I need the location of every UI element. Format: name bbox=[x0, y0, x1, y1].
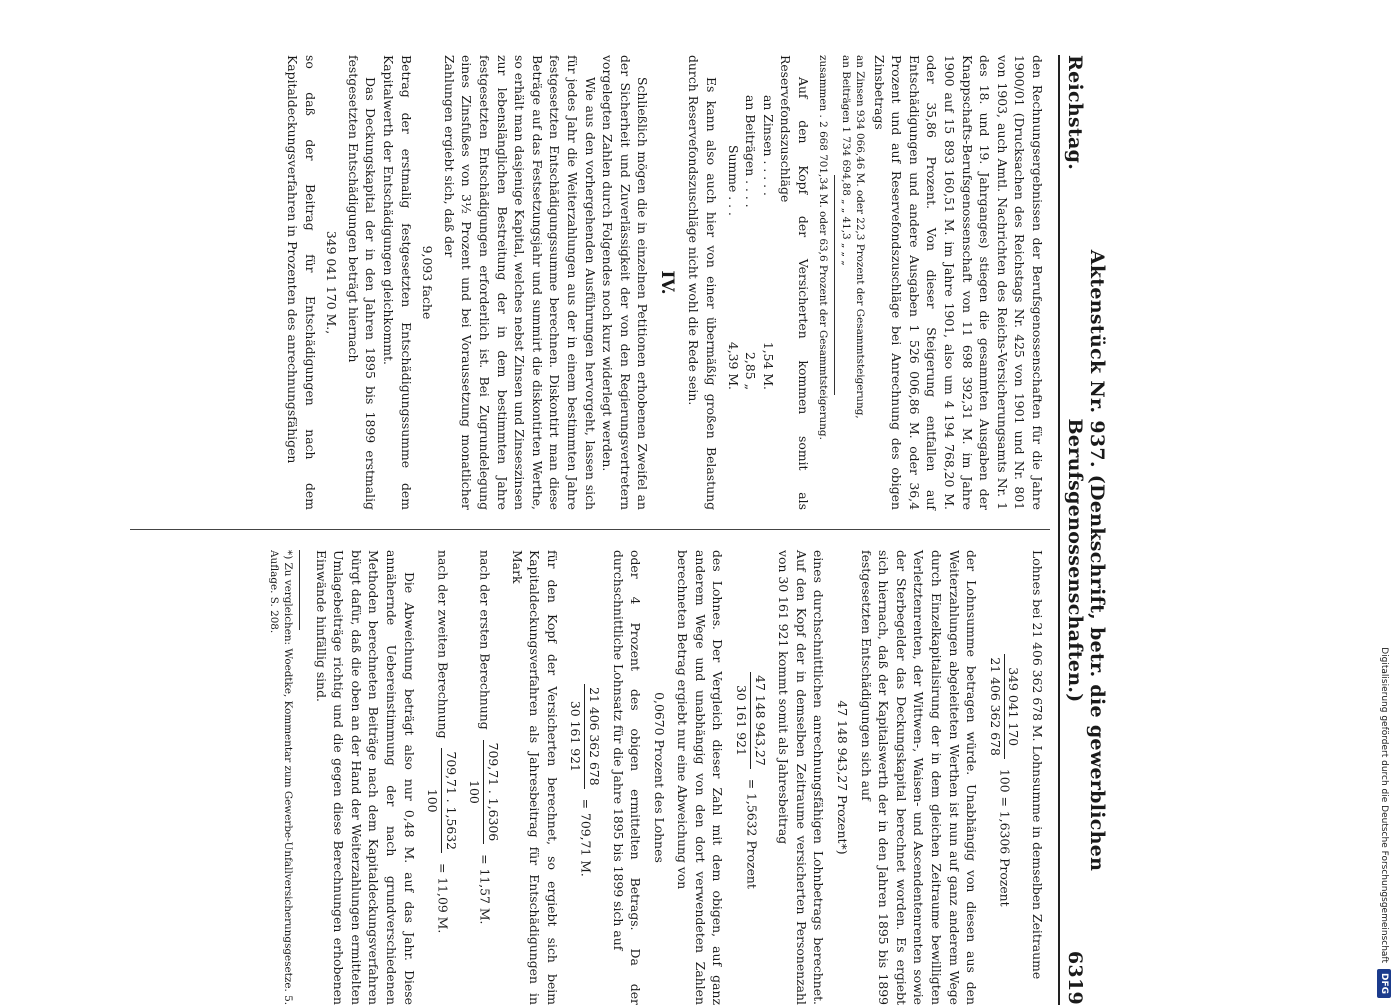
summe-row bbox=[724, 55, 742, 510]
denominator: 100 bbox=[425, 788, 441, 813]
column-divider bbox=[130, 529, 1050, 530]
paragraph: Auf den Kopf der Versicherten kommen somit als Reservefondszuschläge bbox=[778, 55, 812, 510]
amount: 349 041 170 M., bbox=[324, 230, 340, 335]
denominator: 100 bbox=[467, 780, 483, 804]
row-label: Summe . . . bbox=[725, 145, 741, 216]
formula-result: = 11,09 M. bbox=[435, 862, 451, 934]
paragraph: Das Deckungskapital der in den Jahren 1895 bis 1899 erstmalig festgesetzten Entschädigungen beträgt hiernach bbox=[345, 55, 379, 510]
page-number: 6319 bbox=[1064, 950, 1086, 1005]
right-column bbox=[20, 550, 1046, 1005]
footnote-rule bbox=[299, 550, 300, 630]
numerator: 709,71 . 1,5632 bbox=[441, 748, 460, 853]
fraction bbox=[424, 748, 460, 853]
formula: 47 148 943,27 Prozent*) bbox=[835, 700, 851, 855]
small-row: an Zinsen 934 066,46 M. oder 22,3 Prozent der Gesammtsteigerung, bbox=[854, 55, 867, 419]
numerator: 349 041 170 bbox=[1004, 654, 1023, 759]
row-value: 1,54 M. bbox=[760, 341, 776, 390]
formula-result: 100 = 1,6306 Prozent bbox=[997, 768, 1013, 907]
credit-text: Digitalisierung gefördert durch die Deutsche Forschungsgemeinschaft bbox=[1379, 647, 1389, 963]
paragraph: des Lohnes. Der Vergleich dieser Zahl mit dem obigen, auf ganz anderem Wege und unabhängig von den dort verwendeten Zahlen berechneten Betrag ergiebt nur eine Abweichung von bbox=[675, 550, 726, 1005]
section-heading: IV. bbox=[656, 270, 677, 295]
denominator: 30 161 921 bbox=[734, 684, 750, 756]
fraction bbox=[567, 684, 603, 789]
rotated-document-page bbox=[20, 55, 1108, 1005]
paragraph: so daß der Beitrag für Entschädigungen nach dem Kapitaldeckungsverfahren in Prozenten des anrechnungsfähigen bbox=[285, 55, 318, 510]
formula bbox=[567, 550, 603, 1005]
numerator: 709,71 . 1,6306 bbox=[483, 740, 502, 845]
row-value: 4,39 M. bbox=[725, 341, 741, 390]
formula: 0,0670 Prozent des Lohnes bbox=[651, 692, 667, 863]
paragraph: Die Abweichung beträgt also nur 0,48 M. auf das Jahr. Diese annähernde Uebereinstimmung der nach grundverschiedenen Methoden berechneten Beiträge nach dem Kapitaldeckungsverfahren bürgt dafür, daß die oben an der Hand der Weiterzahlungen ermittelten Umlagebeiträge richtig und die gegen diese Berechnungen erhobenen Einwände hinfällig sind. bbox=[313, 550, 417, 1005]
left-column bbox=[20, 55, 1046, 510]
beitraege-row bbox=[742, 55, 760, 510]
digitization-credit bbox=[1375, 8, 1393, 998]
formula-result: = 709,71 M. bbox=[578, 798, 594, 877]
paragraph: eines durchschnittlichen anrechnungsfähigen Lohnbetrags berechnet. Auf den Kopf der in demselben Zeitraume versicherten Personenzahl von 30 161 921 kommt somit als Jahresbeitrag bbox=[776, 550, 827, 1005]
formula-result: = 1,5632 Prozent bbox=[744, 778, 760, 889]
formula-label: nach der ersten Berechnung bbox=[477, 550, 493, 730]
row-value: 2,85 „ bbox=[743, 352, 759, 390]
paragraph: Schließlich mögen die in einzelnen Petitionen erhobenen Zweifel an der Sicherheit und Zuverlässigkeit der von den Regierungsvertretern vorgelegten Zahlen durch Folgendes noch kurz widerlegt werden. bbox=[600, 55, 651, 510]
paragraph: für den Kopf der Versicherten berechnet, so ergiebt sich beim Kapitaldeckungsverfahren als Jahresbeitrag für Entschädigungen in Mark bbox=[509, 550, 560, 1005]
numerator: 21 406 362 678 bbox=[584, 684, 603, 789]
footnote: *) Zu vergleichen: Woedtke, Kommentar zum Gewerbe-Unfallversicherungsgesetze. 5. Auflage. S. 208. bbox=[268, 550, 295, 1005]
formula bbox=[424, 550, 460, 1005]
fraction bbox=[986, 654, 1022, 759]
denominator: 21 406 362 678 bbox=[987, 657, 1003, 756]
paragraph: oder 4 Prozent des obigen ermittelten Betrags. Da der durchschnittliche Lohnsatz für die Jahre 1895 bis 1899 sich auf bbox=[610, 550, 644, 1005]
formula-result: = 11,57 M. bbox=[477, 854, 493, 925]
header-left: Reichstag. bbox=[1064, 55, 1086, 171]
paragraph: der Lohnsumme betragen würde. Unabhängig von diesen aus den Weiterzahlungen abgeleiteten Werthen ist nun auf ganz anderem Wege durch Einzelkapitalisirung der in dem gleichen Zeitraume bewilligten Verletztenrenten, der Wittwen-, Waisen- und Ascendentenrenten sowie der Sterbegelder das Deckungskapital berechnet worden. Es ergiebt sich hiernach, daß der Kapitalswerth der in den Jahren 1895 bis 1899 festgesetzten Entschädigungen sich auf bbox=[858, 550, 980, 1005]
formula bbox=[466, 550, 502, 1005]
paragraph: Betrag der erstmalig festgesetzten Entschädigungssumme dem Kapitalwerth der Entschädigungen gleichkommt. bbox=[381, 55, 414, 510]
formula bbox=[986, 550, 1022, 1005]
page-header bbox=[1058, 55, 1108, 1005]
small-sum: zusammen . 2 668 701,34 M. oder 63,6 Prozent der Gesammtsteigerung. bbox=[817, 55, 830, 440]
small-row: an Beiträgen 1 734 694,88 „ „ 41,3 „ „ „ bbox=[840, 55, 853, 266]
row-label: an Beiträgen . . . . bbox=[743, 95, 759, 208]
paragraph: Es kann also auch hier von einer übermäßig großen Belastung durch Reservefondszuschläge nicht wohl die Rede sein. bbox=[686, 55, 720, 510]
fraction bbox=[466, 740, 502, 845]
factor: 9,093 fache bbox=[420, 245, 436, 320]
fraction bbox=[733, 672, 769, 769]
formula-label: nach der zweiten Berechnung bbox=[435, 550, 451, 739]
denominator: 30 161 921 bbox=[568, 700, 584, 772]
row-label: an Zinsen . . . . . bbox=[760, 95, 776, 196]
paragraph: Lohnes bei 21 406 362 678 M. Lohnsumme in demselben Zeitraume bbox=[1030, 550, 1045, 980]
paragraph: den Rechnungsergebnissen der Berufsgenossenschaften für die Jahre 1900/01 (Drucksachen des Reichstags Nr. 425 von 1901 und Nr. 801 von 1903, auch Amtl. Nachrichten des Reichs-Versicherungsamts Nr. 1 des 18. und 19. Jahrganges) stiegen die gesammten Ausgaben der Knappschafts-Berufsgenossenschaft von 11 698 392,31 M. im Jahre 1900 auf 15 893 160,51 M. im Jahre 1901, also um 4 194 768,20 M. oder 35,86 Prozent. Von dieser Steigerung entfallen auf Entschädigungen und andere Ausgaben 1 526 006,86 M. oder 36,4 Prozent und auf Reservefondszuschläge bei Anrechnung des obigen Zinsbetrags bbox=[871, 55, 1045, 510]
paragraph: Wie aus den vorhergehenden Ausführungen hervorgeht, lassen sich für jedes Jahr die Weiterzahlungen aus der in einem bestimmten Jahre festgesetzten Entschädigungssumme berechnen. Diskontirt man diese Beträge auf das Festsetzungsjahr und summirt die diskontirten Werthe, so erhält man dasjenige Kapital, welches nebst Zinsen und Zinseszinsen zur lebenslänglichen Bestreitung der in dem bestimmten Jahre festgesetzten Entschädigungen erforderlich ist. Bei Zugrundelegung eines Zinsfußes von 3½ Prozent und bei Voraussetzung monatlicher Zahlungen ergiebt sich, daß der bbox=[441, 55, 598, 510]
dfg-logo-icon: DFG bbox=[1377, 969, 1391, 998]
numerator: 47 148 943,27 bbox=[750, 672, 769, 769]
zinsen-row bbox=[759, 55, 777, 510]
formula bbox=[733, 550, 769, 1005]
sum-rule bbox=[834, 175, 835, 395]
header-title: Aktenstück Nr. 937. (Denkschrift, betr. die gewerblichen Berufsgenossenschaften.) bbox=[1064, 249, 1108, 872]
